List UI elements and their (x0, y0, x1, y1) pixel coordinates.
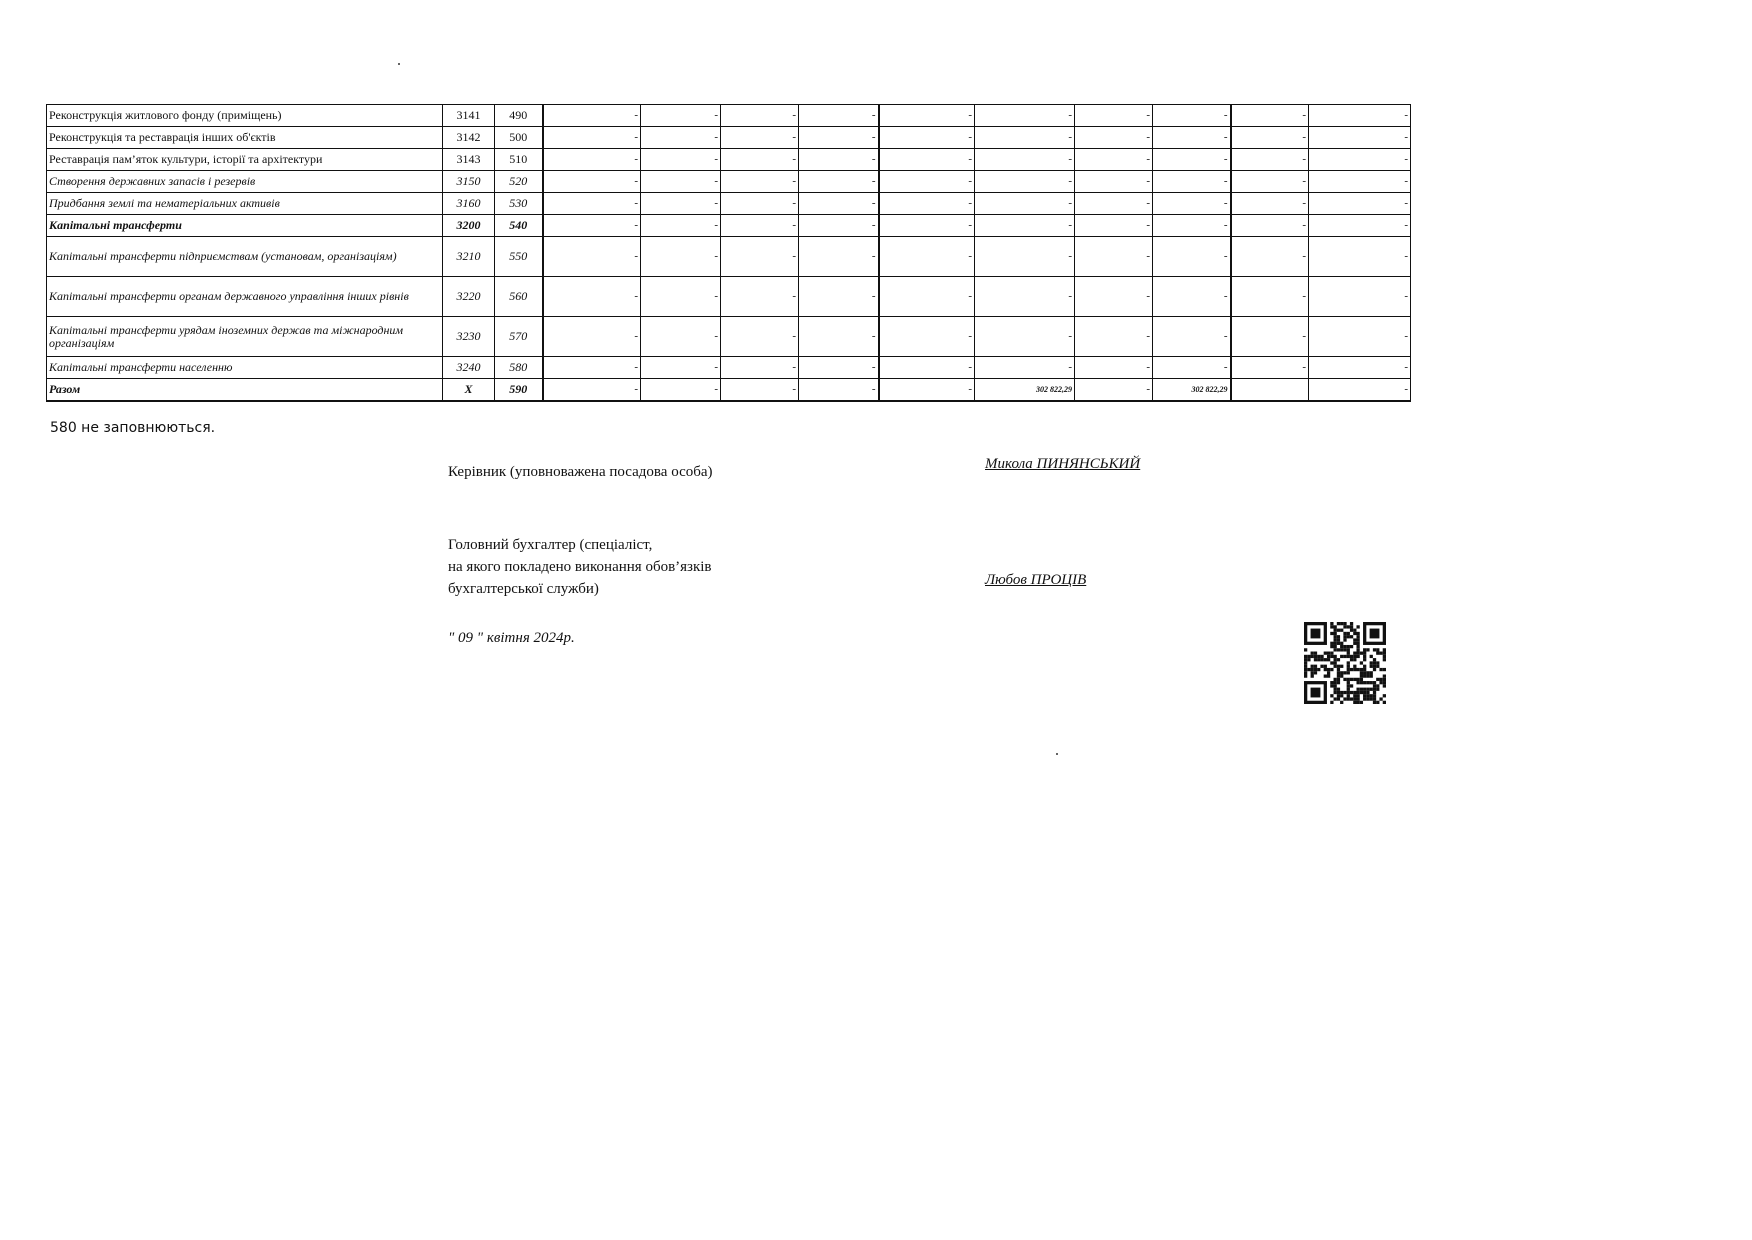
value-cell: - (641, 215, 721, 237)
value-cell: - (975, 317, 1075, 357)
value-cell: - (1153, 357, 1231, 379)
value-cell: - (799, 379, 879, 401)
value-cell: - (721, 149, 799, 171)
value-cell: - (1153, 149, 1231, 171)
value-cell: - (543, 237, 641, 277)
value-cell: - (975, 277, 1075, 317)
budget-table (46, 104, 1411, 402)
value-cell: - (641, 277, 721, 317)
value-cell: - (543, 171, 641, 193)
row-code: 3210 (443, 237, 495, 277)
value-cell: - (1153, 171, 1231, 193)
head-label: Керівник (уповноважена посадова особа) (448, 464, 713, 480)
value-cell: - (879, 105, 975, 127)
value-cell: - (1075, 277, 1153, 317)
value-cell: - (799, 357, 879, 379)
row-line-number: 490 (495, 105, 543, 127)
value-cell: - (1231, 317, 1309, 357)
accountant-label-line-1: Головний бухгалтер (спеціаліст, (448, 537, 653, 553)
value-cell: - (543, 105, 641, 127)
row-name: Реконструкція та реставрація інших об'єктів (47, 127, 443, 149)
value-cell: - (879, 357, 975, 379)
value-cell: - (1309, 193, 1411, 215)
value-cell: - (543, 193, 641, 215)
value-cell: - (641, 149, 721, 171)
value-cell: - (543, 277, 641, 317)
value-cell: - (1075, 171, 1153, 193)
value-cell: - (799, 171, 879, 193)
table-row (47, 277, 1411, 317)
value-cell: - (641, 127, 721, 149)
value-cell: 302 822,29 (975, 379, 1075, 401)
row-name: Створення державних запасів і резервів (47, 171, 443, 193)
row-line-number: 540 (495, 215, 543, 237)
value-cell: - (799, 215, 879, 237)
value-cell: - (799, 127, 879, 149)
value-cell: - (975, 237, 1075, 277)
value-cell: - (641, 357, 721, 379)
accountant-label-line-2: на якого покладено виконання обов’язків (448, 559, 712, 575)
row-line-number: 590 (495, 379, 543, 401)
value-cell: - (721, 171, 799, 193)
value-cell: - (543, 379, 641, 401)
value-cell: - (1153, 215, 1231, 237)
table-row (47, 357, 1411, 379)
value-cell: - (1075, 127, 1153, 149)
value-cell: - (879, 171, 975, 193)
value-cell: - (1231, 357, 1309, 379)
value-cell: - (879, 317, 975, 357)
value-cell: 302 822,29 (1153, 379, 1231, 401)
row-name: Капітальні трансферти населенню (47, 357, 443, 379)
value-cell: - (799, 277, 879, 317)
accountant-name: Любов ПРОЦІВ (985, 572, 1087, 588)
value-cell: - (1075, 237, 1153, 277)
head-name: Микола ПИНЯНСЬКИЙ (985, 456, 1141, 472)
value-cell: - (721, 237, 799, 277)
value-cell: - (1153, 277, 1231, 317)
table-row (47, 127, 1411, 149)
value-cell: - (1231, 215, 1309, 237)
value-cell: - (1231, 127, 1309, 149)
table-row (47, 149, 1411, 171)
row-line-number: 520 (495, 171, 543, 193)
value-cell: - (721, 105, 799, 127)
value-cell: - (879, 379, 975, 401)
value-cell: - (1153, 193, 1231, 215)
row-line-number: 500 (495, 127, 543, 149)
row-name: Капітальні трансферти урядам іноземних держав та міжнародним організаціям (47, 317, 443, 357)
table-row (47, 193, 1411, 215)
row-name: Придбання землі та нематеріальних активів (47, 193, 443, 215)
value-cell: - (879, 193, 975, 215)
table-row (47, 379, 1411, 401)
footnote: 580 не заповнюються. (50, 420, 216, 436)
row-code: 3150 (443, 171, 495, 193)
value-cell: - (799, 149, 879, 171)
table-body (47, 105, 1411, 401)
value-cell: - (641, 317, 721, 357)
row-code: 3143 (443, 149, 495, 171)
qr-code-icon (1304, 622, 1386, 704)
value-cell: - (975, 171, 1075, 193)
row-line-number: 530 (495, 193, 543, 215)
table-row (47, 105, 1411, 127)
value-cell: - (1309, 105, 1411, 127)
row-code: 3142 (443, 127, 495, 149)
scan-speck (1056, 753, 1058, 755)
value-cell: - (799, 105, 879, 127)
value-cell: - (1231, 193, 1309, 215)
value-cell: - (1231, 237, 1309, 277)
value-cell: - (1075, 379, 1153, 401)
row-name: Капітальні трансферти органам державного управління інших рівнів (47, 277, 443, 317)
value-cell: - (975, 127, 1075, 149)
value-cell: - (1309, 379, 1411, 401)
row-code: 3200 (443, 215, 495, 237)
row-name: Капітальні трансферти (47, 215, 443, 237)
value-cell: - (1153, 127, 1231, 149)
accountant-label-line-3: бухгалтерської служби) (448, 581, 599, 597)
value-cell: - (1309, 317, 1411, 357)
value-cell: - (721, 127, 799, 149)
row-code: 3141 (443, 105, 495, 127)
value-cell: - (721, 193, 799, 215)
scan-speck (398, 63, 400, 65)
row-name: Разом (47, 379, 443, 401)
value-cell: - (721, 357, 799, 379)
row-name: Капітальні трансферти підприємствам (установам, організаціям) (47, 237, 443, 277)
value-cell: - (1231, 149, 1309, 171)
value-cell: - (543, 149, 641, 171)
value-cell: - (1309, 237, 1411, 277)
value-cell: - (1309, 171, 1411, 193)
value-cell: - (1309, 149, 1411, 171)
row-code: 3220 (443, 277, 495, 317)
value-cell: - (1231, 277, 1309, 317)
value-cell: - (975, 357, 1075, 379)
value-cell: - (879, 149, 975, 171)
value-cell: - (543, 357, 641, 379)
row-line-number: 580 (495, 357, 543, 379)
value-cell: - (1309, 277, 1411, 317)
value-cell: - (721, 215, 799, 237)
value-cell: - (879, 237, 975, 277)
table-row (47, 317, 1411, 357)
document-date: " 09 " квітня 2024р. (448, 630, 575, 646)
row-name: Реставрація пам’яток культури, історії та архітектури (47, 149, 443, 171)
value-cell: - (1231, 171, 1309, 193)
row-line-number: 510 (495, 149, 543, 171)
value-cell: - (799, 237, 879, 277)
value-cell: - (1153, 105, 1231, 127)
table-row (47, 215, 1411, 237)
value-cell: - (1075, 193, 1153, 215)
value-cell: - (879, 215, 975, 237)
row-code: X (443, 379, 495, 401)
value-cell: - (1309, 127, 1411, 149)
row-line-number: 570 (495, 317, 543, 357)
value-cell: - (879, 277, 975, 317)
value-cell: - (1153, 317, 1231, 357)
value-cell: - (641, 105, 721, 127)
value-cell: - (1075, 317, 1153, 357)
row-line-number: 560 (495, 277, 543, 317)
value-cell: - (1153, 237, 1231, 277)
value-cell: - (975, 149, 1075, 171)
value-cell: - (543, 127, 641, 149)
value-cell: - (543, 215, 641, 237)
value-cell: - (543, 317, 641, 357)
value-cell: - (1309, 215, 1411, 237)
value-cell: - (1309, 357, 1411, 379)
value-cell: - (975, 193, 1075, 215)
table-row (47, 171, 1411, 193)
value-cell: - (641, 193, 721, 215)
value-cell: - (799, 317, 879, 357)
row-code: 3230 (443, 317, 495, 357)
value-cell: - (1075, 357, 1153, 379)
value-cell: - (975, 105, 1075, 127)
value-cell: - (721, 277, 799, 317)
value-cell: - (1075, 105, 1153, 127)
value-cell: - (641, 379, 721, 401)
value-cell: - (721, 317, 799, 357)
value-cell: - (799, 193, 879, 215)
value-cell: - (641, 171, 721, 193)
row-name: Реконструкція житлового фонду (приміщень) (47, 105, 443, 127)
value-cell: - (1075, 149, 1153, 171)
value-cell: - (1075, 215, 1153, 237)
row-line-number: 550 (495, 237, 543, 277)
value-cell: - (1231, 105, 1309, 127)
row-code: 3160 (443, 193, 495, 215)
value-cell: - (641, 237, 721, 277)
value-cell: - (879, 127, 975, 149)
row-code: 3240 (443, 357, 495, 379)
value-cell: - (975, 215, 1075, 237)
table-row (47, 237, 1411, 277)
value-cell: - (721, 379, 799, 401)
value-cell (1231, 379, 1309, 401)
